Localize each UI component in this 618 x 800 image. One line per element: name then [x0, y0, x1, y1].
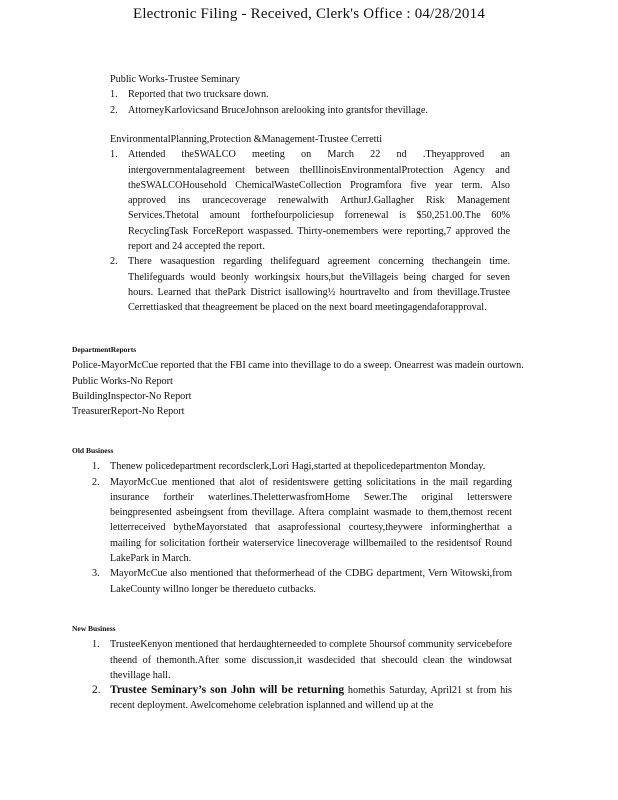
- list-item: 2. There wasaquestion regarding thelifeguard agreement concerning thechangein time. Thelifeguards would beonly workingsix hours,but theVillageis being charged for seven hours. Learned that thePark District isallowing½ hourtravelto and from thevillage.Trustee Cerrettiasked that theagreement be placed on the next board meetingagendaforapproval.: [110, 256, 510, 314]
- new-business-heading: New Business: [72, 624, 116, 633]
- list-item: 1. TrusteeKenyon mentioned that herdaughterneeded to complete 5hoursof community servicebefore theend of themonth.After some discussion,it wasdecided that shecould clean the windowsat thevillage hall.: [92, 639, 512, 681]
- environmental-title: EnvironmentalPlanning,Protection &Management-Trustee Cerretti: [110, 134, 383, 145]
- public-works-list: [110, 87, 510, 118]
- environmental-section: [110, 132, 510, 316]
- list-item: 2. MayorMcCue mentioned that alot of residentswere getting solicitations in the mail regarding insurance fortheir waterlines.TheletterwasfromHome Sewer.The original letterswere beingpresented asbeingsent from thevillage. Aftera complaint wasmade to them,themost recent letterreceived bytheMayorstated that asaprofessional courtesy,theywere informingherthat a mailing for solicitation fortheir waterservice linecoverage willbemailed to the residentsof Round LakePark in March.: [92, 476, 512, 565]
- building-inspector-report: BuildingInspector-No Report: [72, 390, 192, 402]
- department-reports-section: [72, 342, 527, 419]
- public-works-section: [110, 72, 510, 118]
- old-business-list: [92, 459, 512, 597]
- public-works-title: Public Works-Trustee Seminary: [110, 74, 240, 85]
- list-item: 2. Trustee Seminary’s son John will be returning homethis Saturday, April21 st from his recent deployment. Awelcomehome celebration isplanned and willend up at the: [92, 684, 512, 712]
- police-report: Police-MayorMcCue reported that the FBI came into thevillage to do a sweep. Onearrest was madein ourtown.: [72, 360, 524, 372]
- public-works-report: Public Works-No Report: [72, 375, 173, 387]
- filing-header: Electronic Filing - Received, Clerk's Office : 04/28/2014: [132, 6, 486, 22]
- treasurer-report: TreasurerReport-No Report: [72, 406, 185, 418]
- environmental-list: [110, 147, 510, 315]
- list-item: 1. Thenew policedepartment recordsclerk,Lori Hagi,started at thepolicedepartmenton Monday.: [92, 461, 486, 473]
- list-item: 3. MayorMcCue also mentioned that theformerhead of the CDBG department, Vern Witowski,from LakeCounty willno longer be theredueto cutbacks.: [92, 568, 512, 595]
- department-reports-heading: DepartmentReports: [72, 345, 137, 354]
- list-item: 1. Reported that two trucksare down.: [110, 89, 269, 101]
- new-business-section: [72, 621, 512, 714]
- old-business-heading: Old Business: [72, 446, 114, 455]
- new-business-list: [92, 637, 512, 713]
- old-business-section: [72, 443, 512, 597]
- seminary-son-text: Trustee Seminary’s son John will be returning: [110, 684, 345, 697]
- list-item: 2. AttorneyKarlovicsand BruceJohnson arelooking into grantsfor thevillage.: [110, 104, 428, 116]
- list-item: 1. Attended theSWALCO meeting on March 22 nd .Theyapproved an intergovernmentalagreement between theIllinoisEnvironmentalProtection Agency and theSWALCOHousehold ChemicalWasteCollection Programfora five year term. Also approved ins urancecoverage renewalwith ArthurJ.Gallagher Risk Management Services.Thetotal amount forthefourpoliciesup forrenewal is $50,251.00.The 60% RecyclingTask ForceReport waspassed. Thirty-onemembers were reporting,7 approved the report and 24 accepted the report.: [110, 149, 510, 253]
